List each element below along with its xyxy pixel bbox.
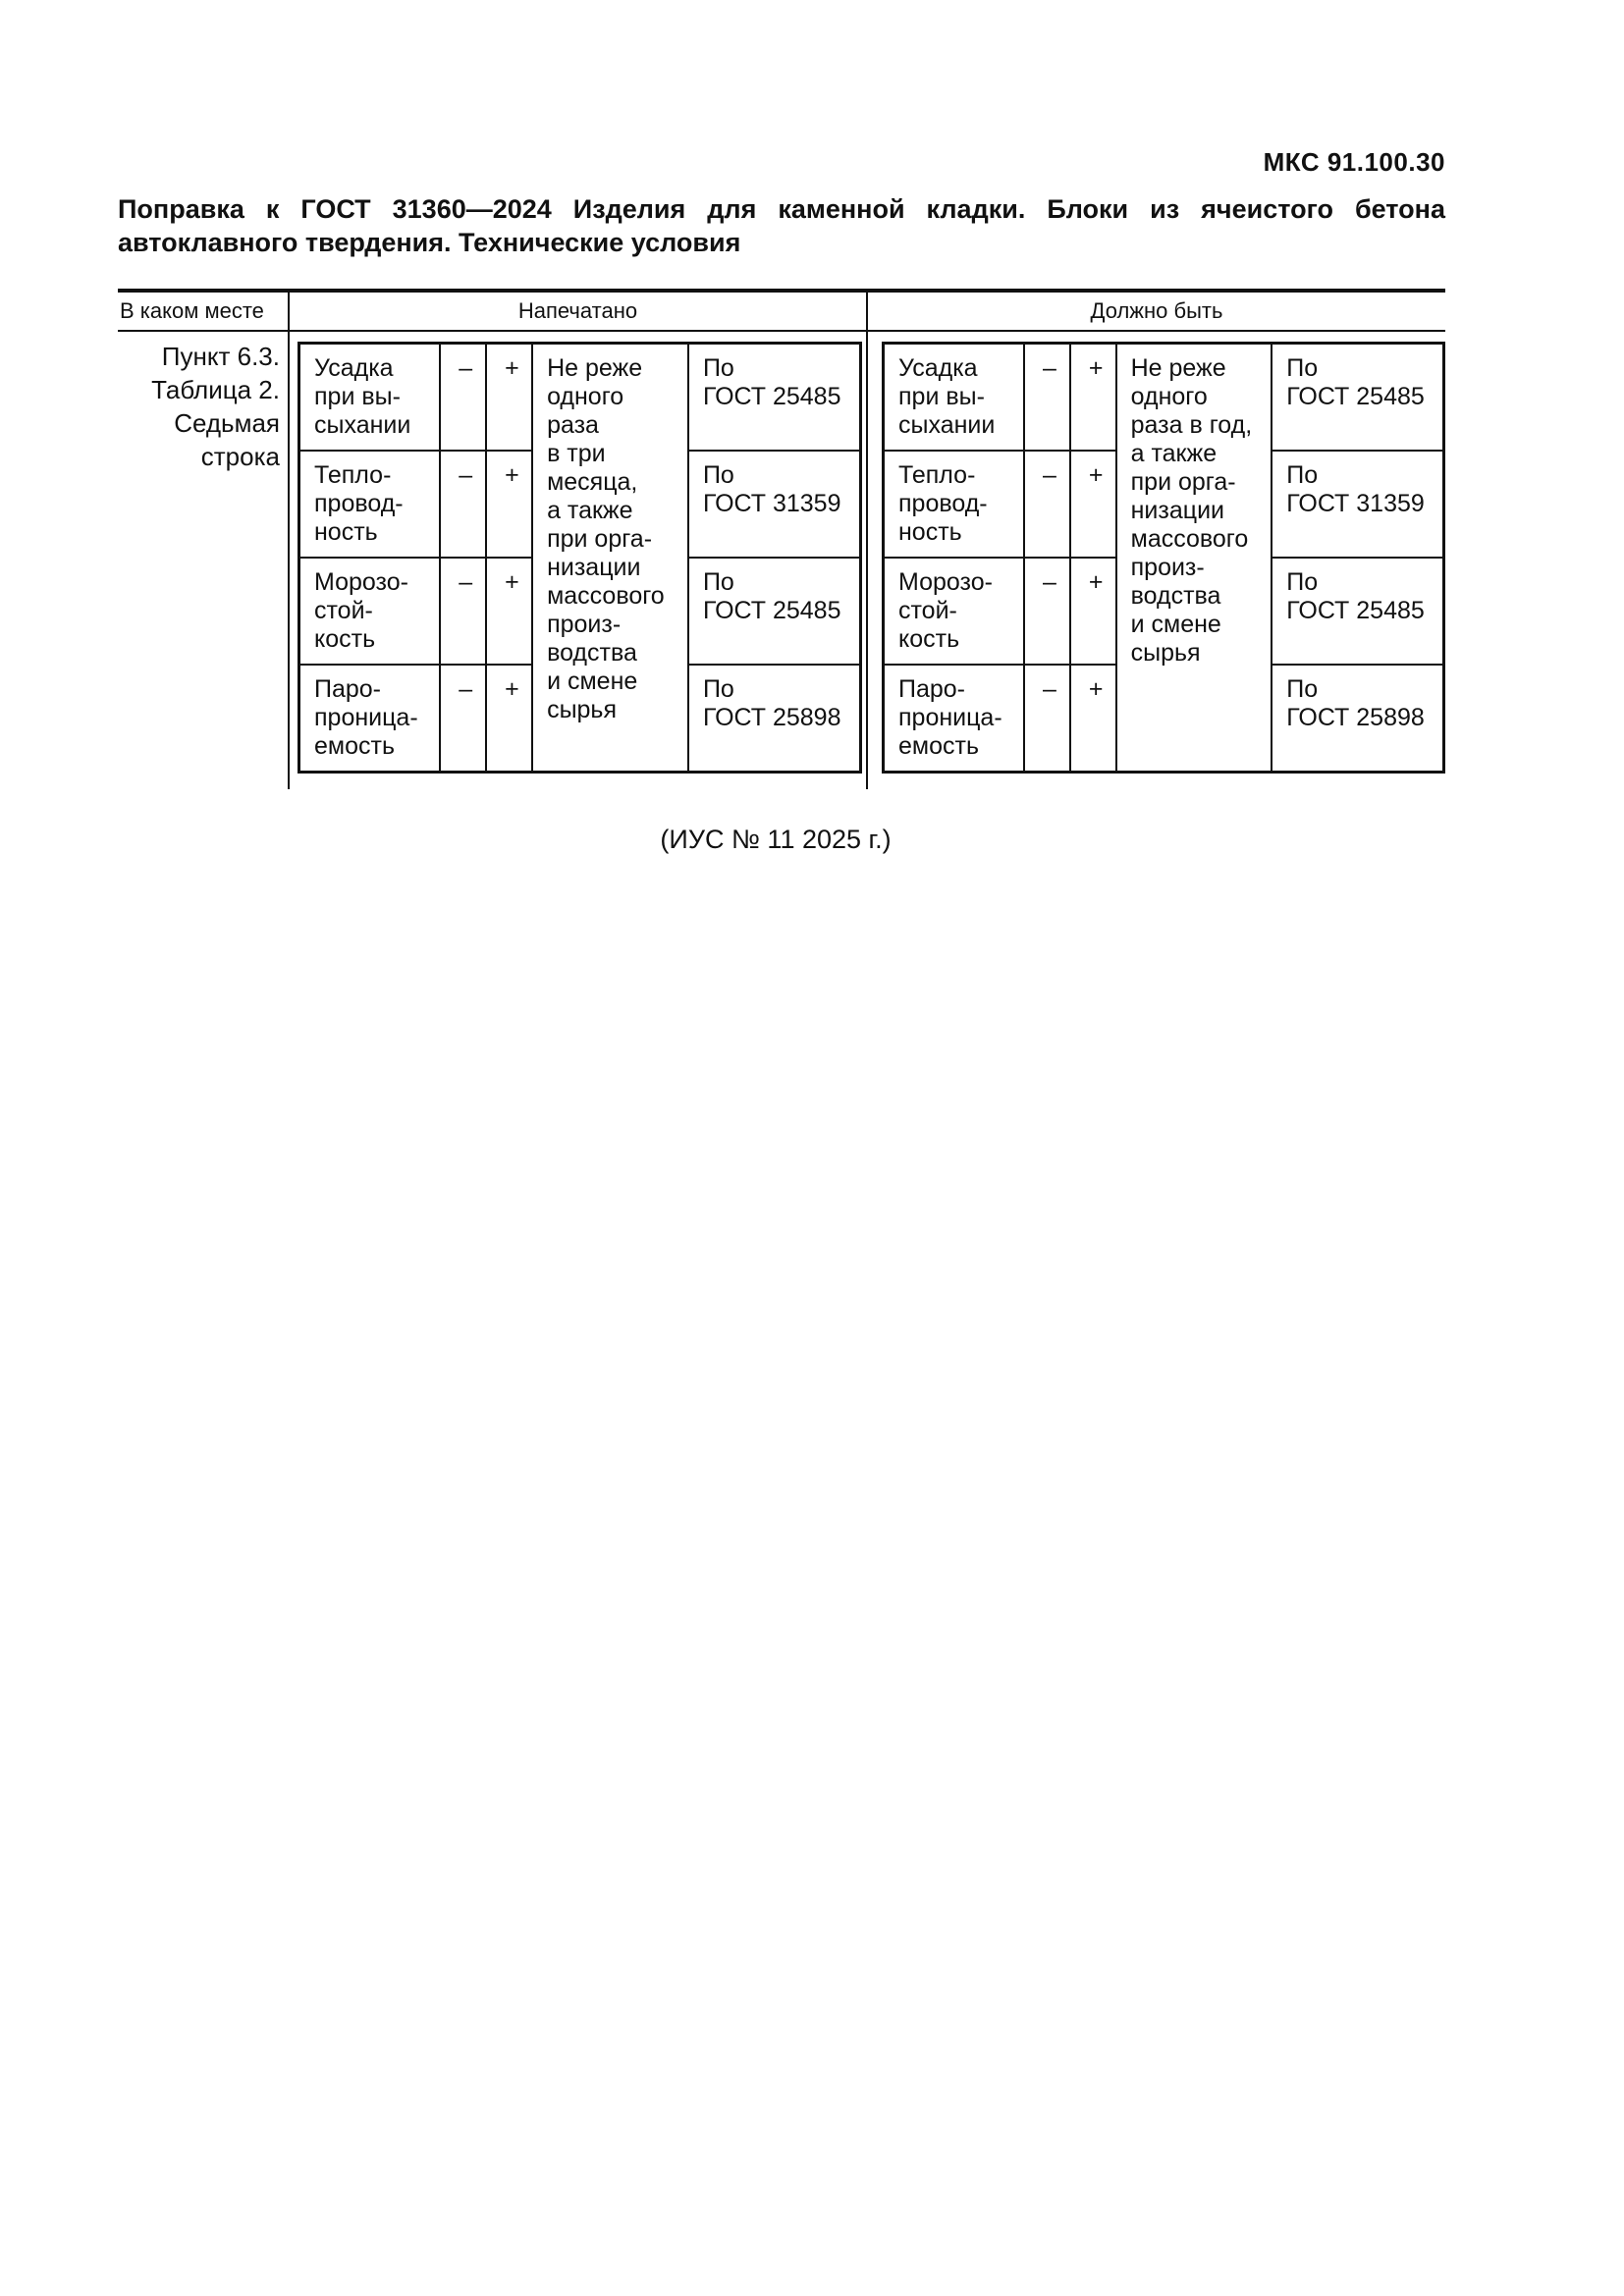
indicator-name: Морозо- стой- кость: [884, 558, 1025, 665]
should-be-cell: [867, 331, 1445, 789]
indicator-name: Усадка при вы- сыхании: [884, 344, 1025, 452]
sign-minus: –: [1024, 558, 1070, 665]
sign-plus: +: [486, 344, 532, 452]
mks-code: МКС 91.100.30: [1263, 147, 1445, 177]
sign-minus: –: [440, 558, 486, 665]
indicator-row: [884, 344, 1444, 452]
header-place: В каком месте: [118, 291, 289, 331]
sign-minus: –: [440, 451, 486, 558]
test-standard: По ГОСТ 25485: [1272, 558, 1443, 665]
printed-subtable: [298, 342, 862, 774]
test-standard: По ГОСТ 31359: [1272, 451, 1443, 558]
test-standard: По ГОСТ 25485: [688, 558, 861, 665]
test-standard: По ГОСТ 25898: [688, 665, 861, 773]
should-be-subtable: [882, 342, 1445, 774]
test-standard: По ГОСТ 31359: [688, 451, 861, 558]
sign-plus: +: [486, 451, 532, 558]
header-row: [118, 291, 1445, 331]
header-printed: Напечатано: [289, 291, 867, 331]
test-frequency: Не реже одного раза в три месяца, а также при орга- низации массового произ- водства и смене сырья: [532, 344, 688, 773]
indicator-name: Тепло- провод- ность: [884, 451, 1025, 558]
sign-plus: +: [1070, 558, 1116, 665]
correction-table: [118, 289, 1445, 789]
sign-plus: +: [486, 558, 532, 665]
test-frequency: Не реже одного раза в год, а также при орга- низации массового произ- водства и смене сырья: [1116, 344, 1272, 773]
sign-minus: –: [1024, 451, 1070, 558]
sign-minus: –: [1024, 665, 1070, 773]
sign-plus: +: [1070, 451, 1116, 558]
indicator-name: Паро- проница- емость: [884, 665, 1025, 773]
ius-reference: (ИУС № 11 2025 г.): [660, 825, 892, 854]
test-standard: По ГОСТ 25485: [688, 344, 861, 452]
sign-plus: +: [1070, 665, 1116, 773]
test-standard: По ГОСТ 25898: [1272, 665, 1443, 773]
document-title: Поправка к ГОСТ 31360—2024 Изделия для каменной кладки. Блоки из ячеистого бетона автоклавного твердения. Технические условия: [118, 194, 1445, 257]
header-should-be: Должно быть: [867, 291, 1445, 331]
test-standard: По ГОСТ 25485: [1272, 344, 1443, 452]
sign-minus: –: [1024, 344, 1070, 452]
indicator-name: Морозо- стой- кость: [299, 558, 441, 665]
indicator-name: Паро- проница- емость: [299, 665, 441, 773]
indicator-name: Усадка при вы- сыхании: [299, 344, 441, 452]
place-cell: Пункт 6.3. Таблица 2. Седьмая строка: [151, 342, 280, 471]
printed-cell: [289, 331, 867, 789]
sign-minus: –: [440, 344, 486, 452]
correction-row: [118, 331, 1445, 789]
sign-plus: +: [486, 665, 532, 773]
sign-plus: +: [1070, 344, 1116, 452]
indicator-row: [299, 344, 861, 452]
sign-minus: –: [440, 665, 486, 773]
indicator-name: Тепло- провод- ность: [299, 451, 441, 558]
